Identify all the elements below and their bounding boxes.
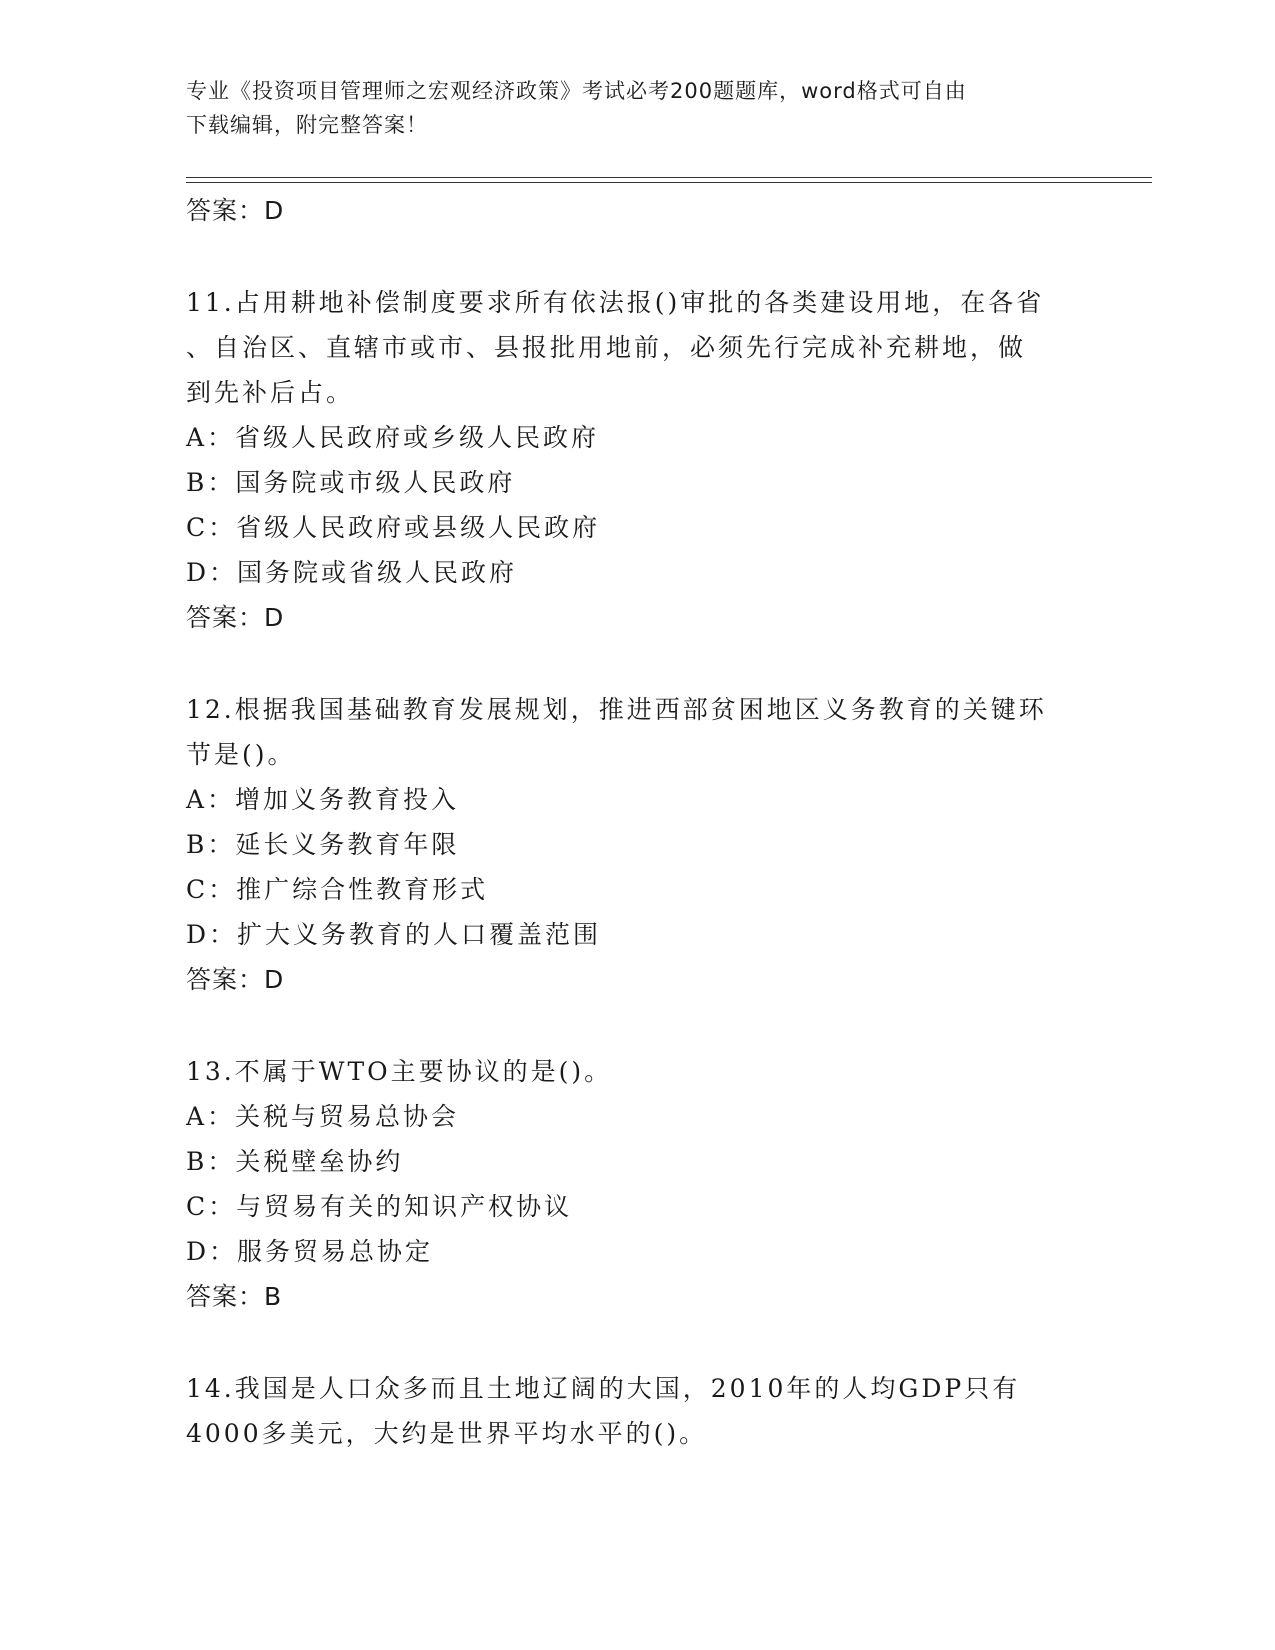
answer-line: 答案：D [186,965,285,994]
question-stem-line: 节是()。 [186,740,296,769]
answer-line: 答案：D [186,196,285,225]
question-item [186,1366,1086,1456]
header-divider-top [186,177,1152,178]
question-item [186,687,1086,1003]
header-line-1: 专业《投资项目管理师之宏观经济政策》考试必考200题题库，word格式可自由 [186,79,967,103]
question-item [186,280,1086,641]
option-c: C：与贸易有关的知识产权协议 [186,1192,573,1221]
option-c: C：推广综合性教育形式 [186,875,489,904]
option-d: D：扩大义务教育的人口覆盖范围 [186,920,602,949]
question-stem-line: 12.根据我国基础教育发展规划，推进西部贫困地区义务教育的关键环 [186,695,1047,724]
question-list [186,188,1086,1456]
option-d: D：国务院或省级人民政府 [186,558,518,587]
header-divider-bottom [186,182,1152,183]
option-b: B：延长义务教育年限 [186,830,460,859]
answer-line: 答案：B [186,1282,283,1311]
question-stem-line: 到先补后占。 [186,378,355,407]
spacer [186,1320,1086,1366]
option-a: A：关税与贸易总协会 [186,1102,460,1131]
header-line-2: 下载编辑，附完整答案！ [186,113,428,137]
answer-line: 答案：D [186,603,285,632]
spacer [186,641,1086,687]
option-a: A：省级人民政府或乡级人民政府 [186,423,600,452]
question-stem-line: 、自治区、直辖市或市、县报批用地前，必须先行完成补充耕地，做 [186,333,1027,362]
question-stem-line: 11.占用耕地补偿制度要求所有依法报()审批的各类建设用地，在各省 [186,288,1045,317]
question-item [186,1049,1086,1320]
question-stem-line: 14.我国是人口众多而且土地辽阔的大国，2010年的人均GDP只有 [186,1374,1021,1403]
option-c: C：省级人民政府或县级人民政府 [186,513,601,542]
option-b: B：国务院或市级人民政府 [186,468,516,497]
option-d: D：服务贸易总协定 [186,1237,434,1266]
option-b: B：关税壁垒协约 [186,1147,404,1176]
spacer [186,234,1086,280]
option-a: A：增加义务教育投入 [186,785,460,814]
question-stem-line: 13.不属于WTO主要协议的是()。 [186,1057,613,1086]
document-header [186,74,1066,142]
question-stem-line: 4000多美元，大约是世界平均水平的()。 [186,1419,708,1448]
spacer [186,1003,1086,1049]
